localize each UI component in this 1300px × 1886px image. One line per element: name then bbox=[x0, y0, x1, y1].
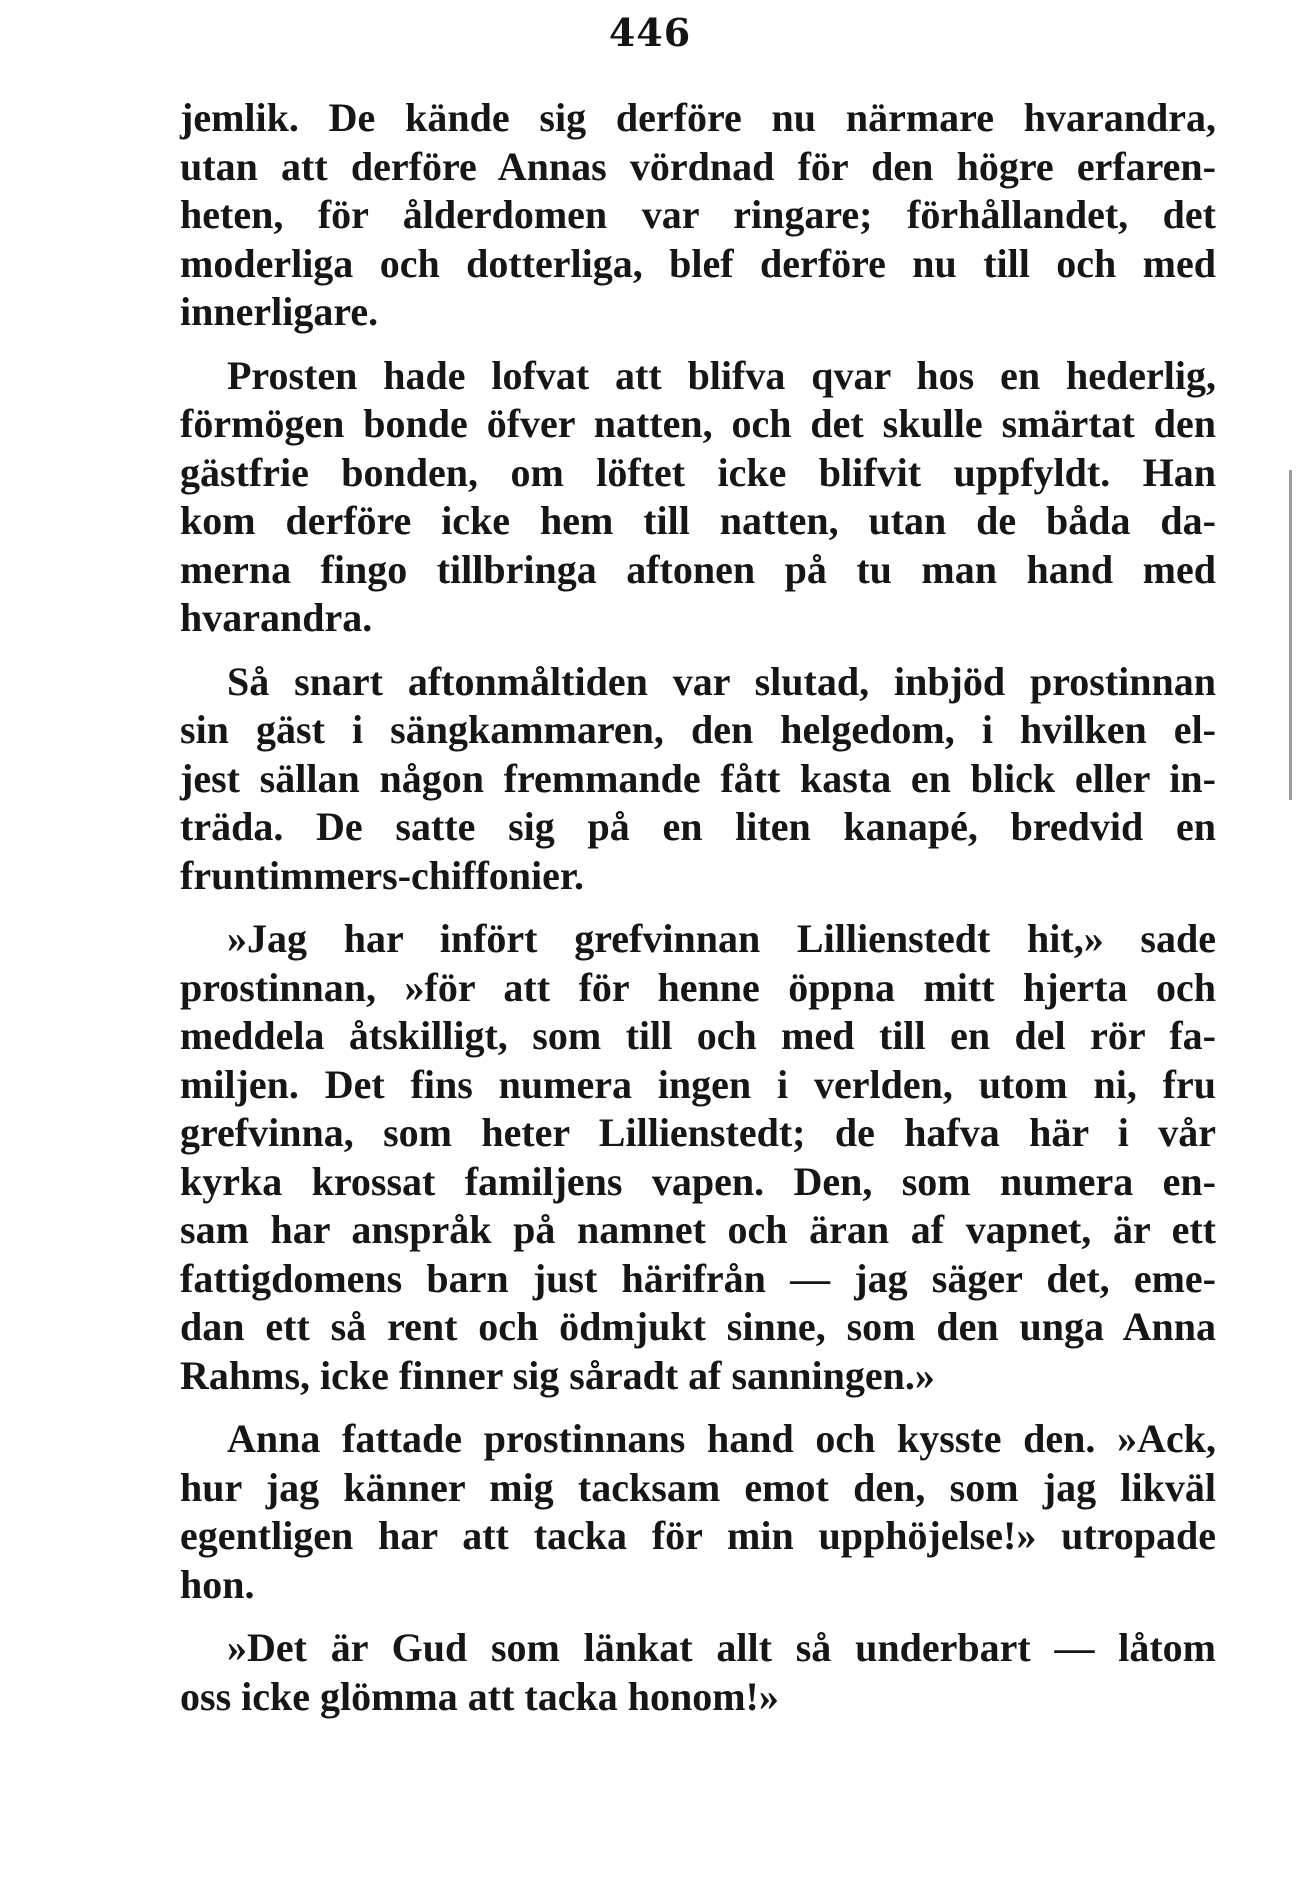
paragraph bbox=[180, 1415, 1216, 1609]
text-line: fattigdomens barn just härifrån — jag säger det, eme- bbox=[180, 1255, 1216, 1301]
text-line: oss icke glömma att tacka honom!» bbox=[180, 1673, 779, 1719]
text-line: miljen. Det fins numera ingen i verlden, utom ni, fru bbox=[180, 1061, 1216, 1107]
text-line: dan ett så rent och ödmjukt sinne, som den unga Anna bbox=[180, 1304, 1216, 1349]
text-line: grefvinna, som heter Lillienstedt; de hafva här i vår bbox=[180, 1110, 1216, 1155]
text-line: kyrka krossat familjens vapen. Den, som numera en- bbox=[180, 1158, 1216, 1204]
text-line: Rahms, icke finner sig såradt af sanningen.» bbox=[180, 1352, 935, 1398]
text-line: hur jag känner mig tacksam emot den, som jag likväl bbox=[180, 1464, 1216, 1510]
text-line: gästfrie bonden, om löftet icke blifvit uppfyldt. Han bbox=[180, 449, 1216, 495]
text-line: Prosten hade lofvat att blifva qvar hos en hederlig, bbox=[227, 352, 1216, 398]
text-line: utan att derföre Annas vördnad för den högre erfaren- bbox=[180, 143, 1216, 189]
text-line: heten, för ålderdomen var ringare; förhållandet, det bbox=[180, 192, 1216, 237]
text-line: »Det är Gud som länkat allt så underbart — låtom bbox=[227, 1625, 1216, 1670]
paragraph bbox=[180, 352, 1216, 643]
text-line: egentligen har att tacka för min upphöjelse!» utropade bbox=[180, 1513, 1216, 1558]
text-line: Anna fattade prostinnans hand och kysste den. »Ack, bbox=[227, 1416, 1216, 1461]
paragraph bbox=[180, 658, 1216, 901]
text-line: jest sällan någon fremmande fått kasta en blick eller in- bbox=[180, 755, 1216, 801]
page-number: 446 bbox=[608, 10, 692, 55]
text-line: Så snart aftonmåltiden var slutad, inbjöd prostinnan bbox=[227, 658, 1216, 704]
text-line: merna fingo tillbringa aftonen på tu man hand med bbox=[180, 546, 1216, 592]
text-line: prostinnan, »för att för henne öppna mitt hjerta och bbox=[180, 964, 1216, 1010]
paragraph bbox=[180, 1624, 1216, 1721]
paragraph bbox=[180, 915, 1216, 1400]
text-line: meddela åtskilligt, som till och med till en del rör fa- bbox=[180, 1013, 1216, 1058]
text-line: hon. bbox=[180, 1561, 255, 1607]
text-line: moderliga och dotterliga, blef derföre nu till och med bbox=[180, 240, 1216, 286]
text-line: innerligare. bbox=[180, 289, 379, 334]
page-edge-mark bbox=[1289, 470, 1292, 800]
paragraph bbox=[180, 94, 1216, 337]
text-line: förmögen bonde öfver natten, och det skulle smärtat den bbox=[180, 401, 1216, 446]
text-line: »Jag har infört grefvinnan Lillienstedt hit,» sade bbox=[227, 916, 1216, 961]
text-line: sin gäst i sängkammaren, den helgedom, i hvilken el- bbox=[180, 707, 1216, 752]
text-line: kom derföre icke hem till natten, utan de båda da- bbox=[180, 498, 1216, 543]
text-line: fruntimmers-chiffonier. bbox=[180, 852, 584, 898]
text-line: jemlik. De kände sig derföre nu närmare hvarandra, bbox=[180, 95, 1216, 140]
text-body bbox=[180, 94, 1216, 1736]
text-line: träda. De satte sig på en liten kanapé, bredvid en bbox=[180, 804, 1216, 849]
text-line: sam har anspråk på namnet och äran af vapnet, är ett bbox=[180, 1207, 1216, 1252]
text-line: hvarandra. bbox=[180, 595, 373, 640]
